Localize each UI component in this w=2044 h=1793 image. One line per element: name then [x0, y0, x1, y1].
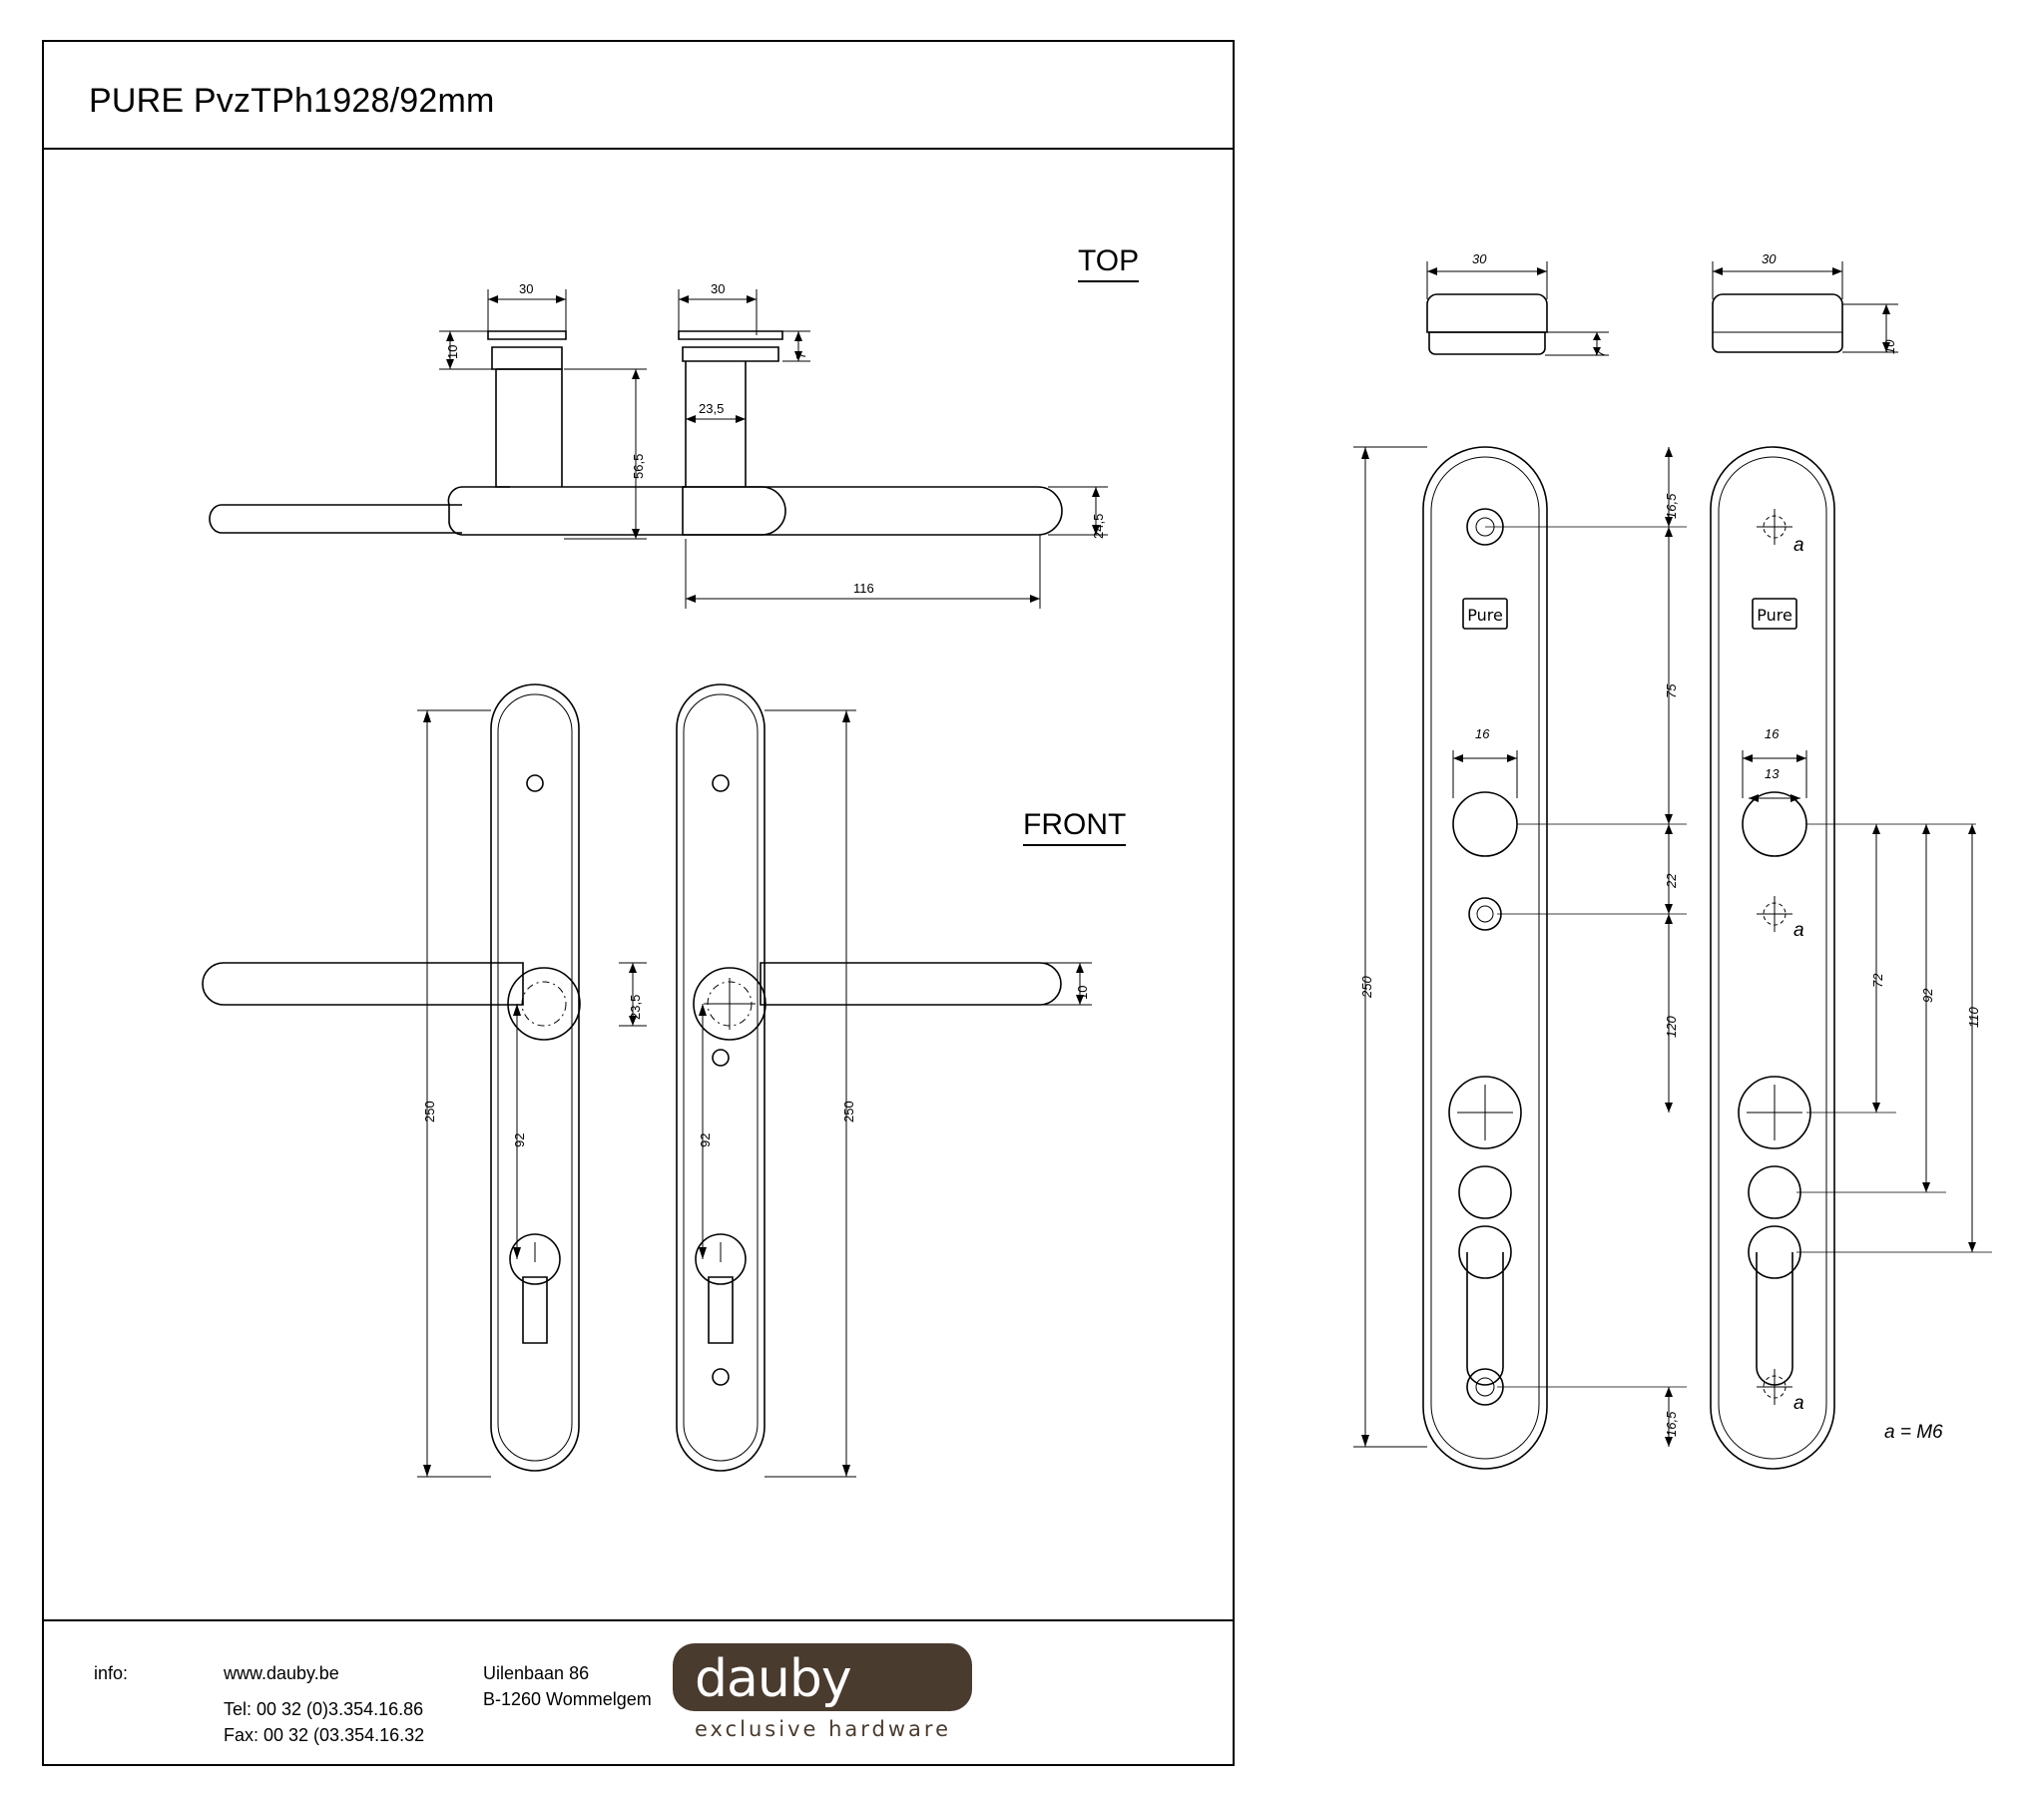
- dim-top-rose-width-left: 30: [519, 281, 534, 296]
- dim-cap-width-right: 30: [1762, 251, 1777, 266]
- front-view-left-plate: [203, 684, 580, 1471]
- footer-website[interactable]: www.dauby.be: [224, 1663, 339, 1683]
- dim-top-lever-length: 116: [853, 581, 874, 596]
- dim-top-rose-height-left: 10: [445, 344, 460, 359]
- dim-top-lever-projection: 56,5: [631, 453, 646, 479]
- front-view-dimensions: [417, 710, 1092, 1477]
- logo-wordmark: dauby: [695, 1649, 851, 1709]
- footer-info-label: info:: [94, 1663, 129, 1683]
- thread-note: a = M6: [1884, 1422, 1943, 1443]
- dim-cap-height-right: 10: [1882, 339, 1897, 354]
- front-view-right-plate: [677, 684, 1061, 1471]
- dim-top-rose-width-right: 30: [711, 281, 726, 296]
- dim-pz-92: 92: [1920, 988, 1935, 1003]
- thread-mark-bottom: a: [1793, 1393, 1804, 1414]
- footer-address-line2: B-1260 Wommelgem: [483, 1689, 652, 1709]
- detail-dimensions: [1353, 447, 1992, 1447]
- dim-bottom-edge-to-hole: 16,5: [1664, 1411, 1679, 1437]
- dim-front-spindle-height: 23,5: [628, 994, 643, 1020]
- dim-keyhole-width: 13: [1765, 766, 1780, 781]
- thread-mark-top: a: [1793, 535, 1804, 556]
- dim-pz-72: 72: [1870, 973, 1885, 988]
- logo-tagline: exclusive hardware: [695, 1717, 952, 1741]
- dim-top-lever-thickness: 24,5: [1091, 513, 1106, 539]
- dim-front-pz-right: 92: [698, 1132, 713, 1147]
- dim-cap-width-left: 30: [1472, 251, 1487, 266]
- detail-plate-left: [1423, 447, 1547, 1469]
- dim-front-plate-length-left: 250: [422, 1101, 437, 1122]
- dim-front-lever-thickness: 10: [1075, 985, 1090, 1000]
- dim-front-pz-left: 92: [512, 1132, 527, 1147]
- footer-fax: Fax: 00 32 (03.354.16.32: [224, 1725, 425, 1745]
- page-title: PURE PvzTPh1928/92mm: [89, 82, 495, 120]
- cap-section-left: [1427, 294, 1547, 354]
- top-view-dimensions: [439, 289, 1108, 609]
- dim-pz-110: 110: [1966, 1007, 1981, 1028]
- cap-section-right: [1713, 294, 1842, 352]
- dim-spindle-dia-left: 16: [1475, 726, 1490, 741]
- detail-plate-right: [1711, 447, 1834, 1469]
- dim-plate-total: 250: [1359, 976, 1374, 998]
- dim-top-neck-width: 23,5: [699, 401, 725, 416]
- footer-address-line1: Uilenbaan 86: [483, 1663, 590, 1683]
- dim-front-plate-length-right: 250: [841, 1101, 856, 1122]
- dim-spindle-to-pz: 120: [1664, 1016, 1679, 1038]
- view-label-front: FRONT: [1023, 808, 1126, 846]
- svg-text:Pure: Pure: [1467, 606, 1503, 625]
- svg-text:Pure: Pure: [1757, 606, 1792, 625]
- dim-top-edge-to-hole: 16,5: [1664, 493, 1679, 519]
- footer-telephone: Tel: 00 32 (0)3.354.16.86: [224, 1699, 424, 1719]
- cap-dimensions: [1427, 261, 1898, 355]
- dim-spindle-dia-right: 16: [1765, 726, 1780, 741]
- thread-mark-middle: a: [1793, 920, 1804, 941]
- dim-cap-height-left: 7: [1593, 349, 1608, 357]
- view-label-top: TOP: [1078, 244, 1139, 282]
- top-view-right-lever: [679, 331, 1062, 535]
- dim-spindle-to-hole: 22: [1664, 873, 1679, 888]
- dim-hole-to-spindle: 75: [1664, 683, 1679, 698]
- dim-top-rose-height-right: 7: [793, 351, 808, 359]
